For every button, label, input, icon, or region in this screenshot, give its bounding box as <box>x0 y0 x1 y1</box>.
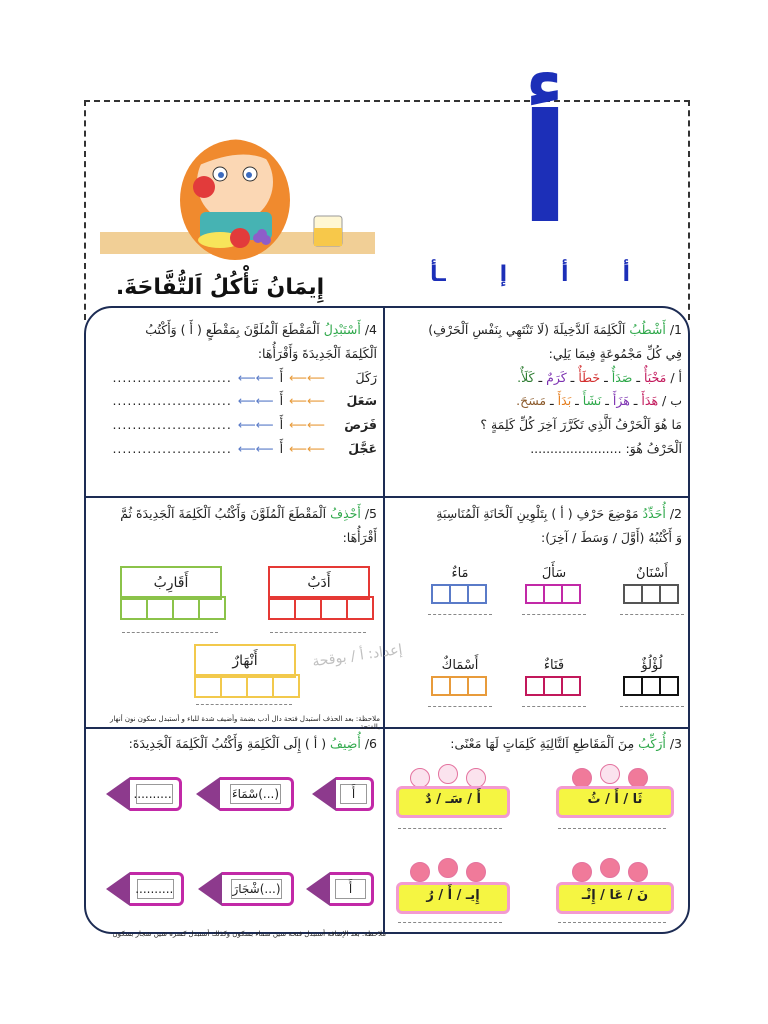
word-option[interactable]: صَدَأٌ <box>611 369 633 385</box>
exercise-5-note: ملاحظة: بعد الحذف أستبدل فتحة دال أدب بضمة وأضيف شدة للباء و أستبدل سكون نون أنهار بالفتحة <box>110 715 380 731</box>
word-option[interactable]: خَطَأٌ <box>578 369 601 385</box>
pencil-tip-icon <box>312 777 336 811</box>
exercise-3-title: 3/ أُرَكِّبُ مِنَ اَلْمَقَاطِعِ اَلتَّالِيَةِ كَلِمَاتٍ لَهَا مَعْنًى: <box>450 736 682 751</box>
bunny-icon <box>410 768 430 788</box>
grid-divider-vertical <box>383 306 385 934</box>
position-cells[interactable] <box>428 584 492 604</box>
exercise-2-subtitle: وَ أَكْتُبُهُ (أَوَّلَ / وَسَطَ / آخِرَ): <box>541 529 682 545</box>
bunny-icon <box>438 764 458 784</box>
answer-line[interactable] <box>196 704 292 705</box>
answer-line[interactable] <box>620 614 684 615</box>
arrow-icon: ⟵⟵ <box>237 393 274 409</box>
word-option[interactable]: بَدَأَ <box>557 393 572 409</box>
pencil-card: .......... <box>106 872 184 906</box>
position-cells[interactable] <box>522 676 586 696</box>
exercise-1-answer[interactable]: اَلْحَرْفُ هُوَ: ....................... <box>530 440 682 456</box>
exercise-6-note: ملاحظة: بعد الإضافة أستبدل فتحة سين سماء بسكون وكذلك أستبدل كسرة شين شجار بسكون <box>112 930 386 938</box>
pencil-tip-icon <box>306 872 330 906</box>
pencil-tip-icon <box>196 777 220 811</box>
answer-line[interactable] <box>428 614 492 615</box>
position-word: مَاءٌ <box>451 566 469 581</box>
letter-form: إ <box>499 262 508 287</box>
pencil-tip-icon <box>106 872 130 906</box>
answer-cells[interactable] <box>194 674 298 698</box>
word-option[interactable]: هَزَأَ <box>612 393 630 409</box>
answer-line[interactable] <box>398 828 502 829</box>
exercise-1 <box>392 318 682 461</box>
arrow-icon: ⟵⟵ <box>289 417 325 432</box>
answer-line[interactable] <box>558 828 666 829</box>
answer-cells[interactable] <box>268 596 372 620</box>
answer-line[interactable] <box>122 632 218 633</box>
position-item <box>620 566 684 615</box>
bunny-icon <box>628 768 648 788</box>
exercise-6 <box>92 732 377 756</box>
position-cells[interactable] <box>428 676 492 696</box>
exercise-1-subtitle: فِي كُلِّ مَجْمُوعَةٍ فِيمَا يَلِي: <box>548 345 682 361</box>
position-word: سَأَلَ <box>541 566 567 581</box>
exercise-5-title: 5/ أَحْذِفُ اَلْمَقْطَعَ اَلْمُلَوَّنَ وَأَكْتُبُ اَلْكَلِمَةَ اَلْجَدِيدَةَ ثُمَّ <box>120 506 377 521</box>
exercise-1-question: مَا هُوَ اَلْحَرْفُ اَلَّذِي تَكَرَّرَ آخِرَ كُلِّ كَلِمَةٍ ؟ <box>480 417 682 432</box>
delete-word-box: أَنْهَارٌ <box>194 644 296 678</box>
word-option[interactable]: مَخْبَأٌ <box>643 369 667 385</box>
answer-line[interactable] <box>522 614 586 615</box>
position-item <box>522 566 586 615</box>
exercise-4-subtitle: اَلْكَلِمَةَ اَلْجَدِيدَةَ وَأَقْرَأُهَا: <box>257 345 377 361</box>
syllable-card: إِيـ / أَ / رُ <box>396 882 510 914</box>
pencil-tip-icon <box>106 777 130 811</box>
position-word: أَسْنَانٌ <box>636 566 668 581</box>
position-cells[interactable] <box>620 676 684 696</box>
word-option[interactable]: كَرَمٌ <box>546 369 567 385</box>
answer-line[interactable] <box>522 706 586 707</box>
arrow-icon: ⟵⟵ <box>237 369 274 385</box>
answer-line[interactable] <box>398 922 502 923</box>
exercise-4-title: 4/ أَسْتَبْدِلُ اَلْمَقْطَعَ اَلْمُلَوَّنَ بِمَقْطَعٍ ( أَ ) وَأَكْتُبُ <box>145 322 377 337</box>
arrow-icon: ⟵⟵ <box>289 369 325 385</box>
pencil-card: (...)سْمَاءَ <box>196 777 294 811</box>
position-cells[interactable] <box>620 584 684 604</box>
bunny-icon <box>600 858 620 878</box>
row-a: أ / مَخْبَأٌ ـ صَدَأٌ ـ خَطَأٌ ـ كَرَمٌ ـ كَلَأٌ. <box>517 369 682 385</box>
syllable-card: أَ / سَـ / دٌ <box>396 786 510 818</box>
position-cells[interactable] <box>522 584 586 604</box>
bunny-icon <box>572 862 592 882</box>
position-item <box>522 658 586 707</box>
bunny-icon <box>572 768 592 788</box>
syllable-card: ثَا / أَ / ثُ <box>556 786 674 818</box>
exercise-2 <box>392 502 682 550</box>
exercise-5-subtitle: أَقْرَأُهَا: <box>342 529 377 545</box>
exercise-5 <box>92 502 377 550</box>
position-item <box>428 566 492 615</box>
word-option[interactable]: كَلَأٌ. <box>517 369 535 385</box>
replace-row: رَكَلَ ⟵⟵ أَ ⟵⟵ ........................ <box>92 366 377 390</box>
position-word: أَسْمَاكٌ <box>441 658 479 673</box>
exercise-1-title: 1/ أَشْطُبُ اَلْكَلِمَةَ اَلدَّخِيلَةَ (لَا تَنْتَهِي بِنَفْسِ اَلْحَرْفِ) <box>428 322 682 337</box>
exercise-3 <box>392 732 682 756</box>
pencil-card: .......... <box>106 777 182 811</box>
bunny-icon <box>466 768 486 788</box>
bunny-icon <box>600 764 620 784</box>
word-option[interactable]: نَشَأَ <box>582 393 602 409</box>
exercise-4 <box>92 318 377 461</box>
exercise-2-title: 2/ أُحَدِّدُ مَوْضِعَ حَرْفِ ( أ ) بِتَلْوِينِ اَلْخَانَةِ اَلْمُنَاسِبَةِ <box>436 506 682 521</box>
bunny-icon <box>466 862 486 882</box>
letter-form: ـأ <box>430 262 446 287</box>
arrow-icon: ⟵⟵ <box>289 440 325 456</box>
pencil-tip-icon <box>198 872 222 906</box>
girl-eating-apple-illustration <box>100 112 380 262</box>
bunny-icon <box>438 858 458 878</box>
exercise-6-title: 6/ أُضِيفُ ( أ ) إِلَى اَلْكَلِمَةِ وَأَكْتُبُ اَلْكَلِمَةَ اَلْجَدِيدَةَ: <box>128 736 377 751</box>
pencil-card: (...)شْجَارَ <box>198 872 294 906</box>
main-letter: أ <box>519 83 571 257</box>
delete-word-box: أَدَبٌ <box>268 566 370 600</box>
word-option[interactable]: هَدَأَ <box>641 393 659 409</box>
arrow-icon: ⟵⟵ <box>237 417 274 432</box>
pencil-card: أَ <box>312 777 374 811</box>
answer-line[interactable] <box>620 706 684 707</box>
answer-line[interactable]: ........................ <box>112 417 232 432</box>
position-word: لُؤْلُؤٌ <box>641 658 663 673</box>
arrow-icon: ⟵⟵ <box>289 393 325 409</box>
position-item <box>428 658 492 707</box>
letter-form: أ <box>622 262 630 287</box>
arrow-icon: ⟵⟵ <box>237 440 274 456</box>
delete-word-box: أَقَارِبُ <box>120 566 222 600</box>
answer-line[interactable] <box>270 632 366 633</box>
syllable-card: نَ / عَا / إِنْـ <box>556 882 674 914</box>
pencil-card: أَ <box>306 872 374 906</box>
position-word: فَنَاءٌ <box>543 658 565 673</box>
answer-line[interactable] <box>558 922 666 923</box>
letter-forms <box>430 262 630 287</box>
bunny-icon <box>410 862 430 882</box>
position-item <box>620 658 684 707</box>
answer-line[interactable] <box>428 706 492 707</box>
replace-row: سَعَلَ ⟵⟵ أَ ⟵⟵ ........................ <box>92 389 377 413</box>
author-watermark: إعداد: أ / بوقحة <box>311 641 404 671</box>
answer-cells[interactable] <box>120 596 224 620</box>
replace-row: فَرَصَ ⟵⟵ أَ ⟵⟵ ........................ <box>92 413 377 437</box>
sentence-caption: إِيمَانُ تَأْكُلُ اَلتُّفَّاحَةَ. <box>115 275 325 300</box>
row-b: ب / هَدَأَ ـ هَزَأَ ـ نَشَأَ ـ بَدَأَ ـ مَسَحَ. <box>516 393 682 409</box>
bunny-icon <box>628 862 648 882</box>
letter-form: أ <box>561 262 569 287</box>
answer-line[interactable]: ........................ <box>112 369 232 385</box>
replace-row: عَجَّلَ ⟵⟵ أَ ⟵⟵ ........................ <box>92 437 377 461</box>
grid-divider-1 <box>84 496 690 498</box>
word-option[interactable]: مَسَحَ. <box>516 393 547 409</box>
answer-line[interactable]: ........................ <box>112 440 232 456</box>
answer-line[interactable]: ........................ <box>112 393 232 409</box>
